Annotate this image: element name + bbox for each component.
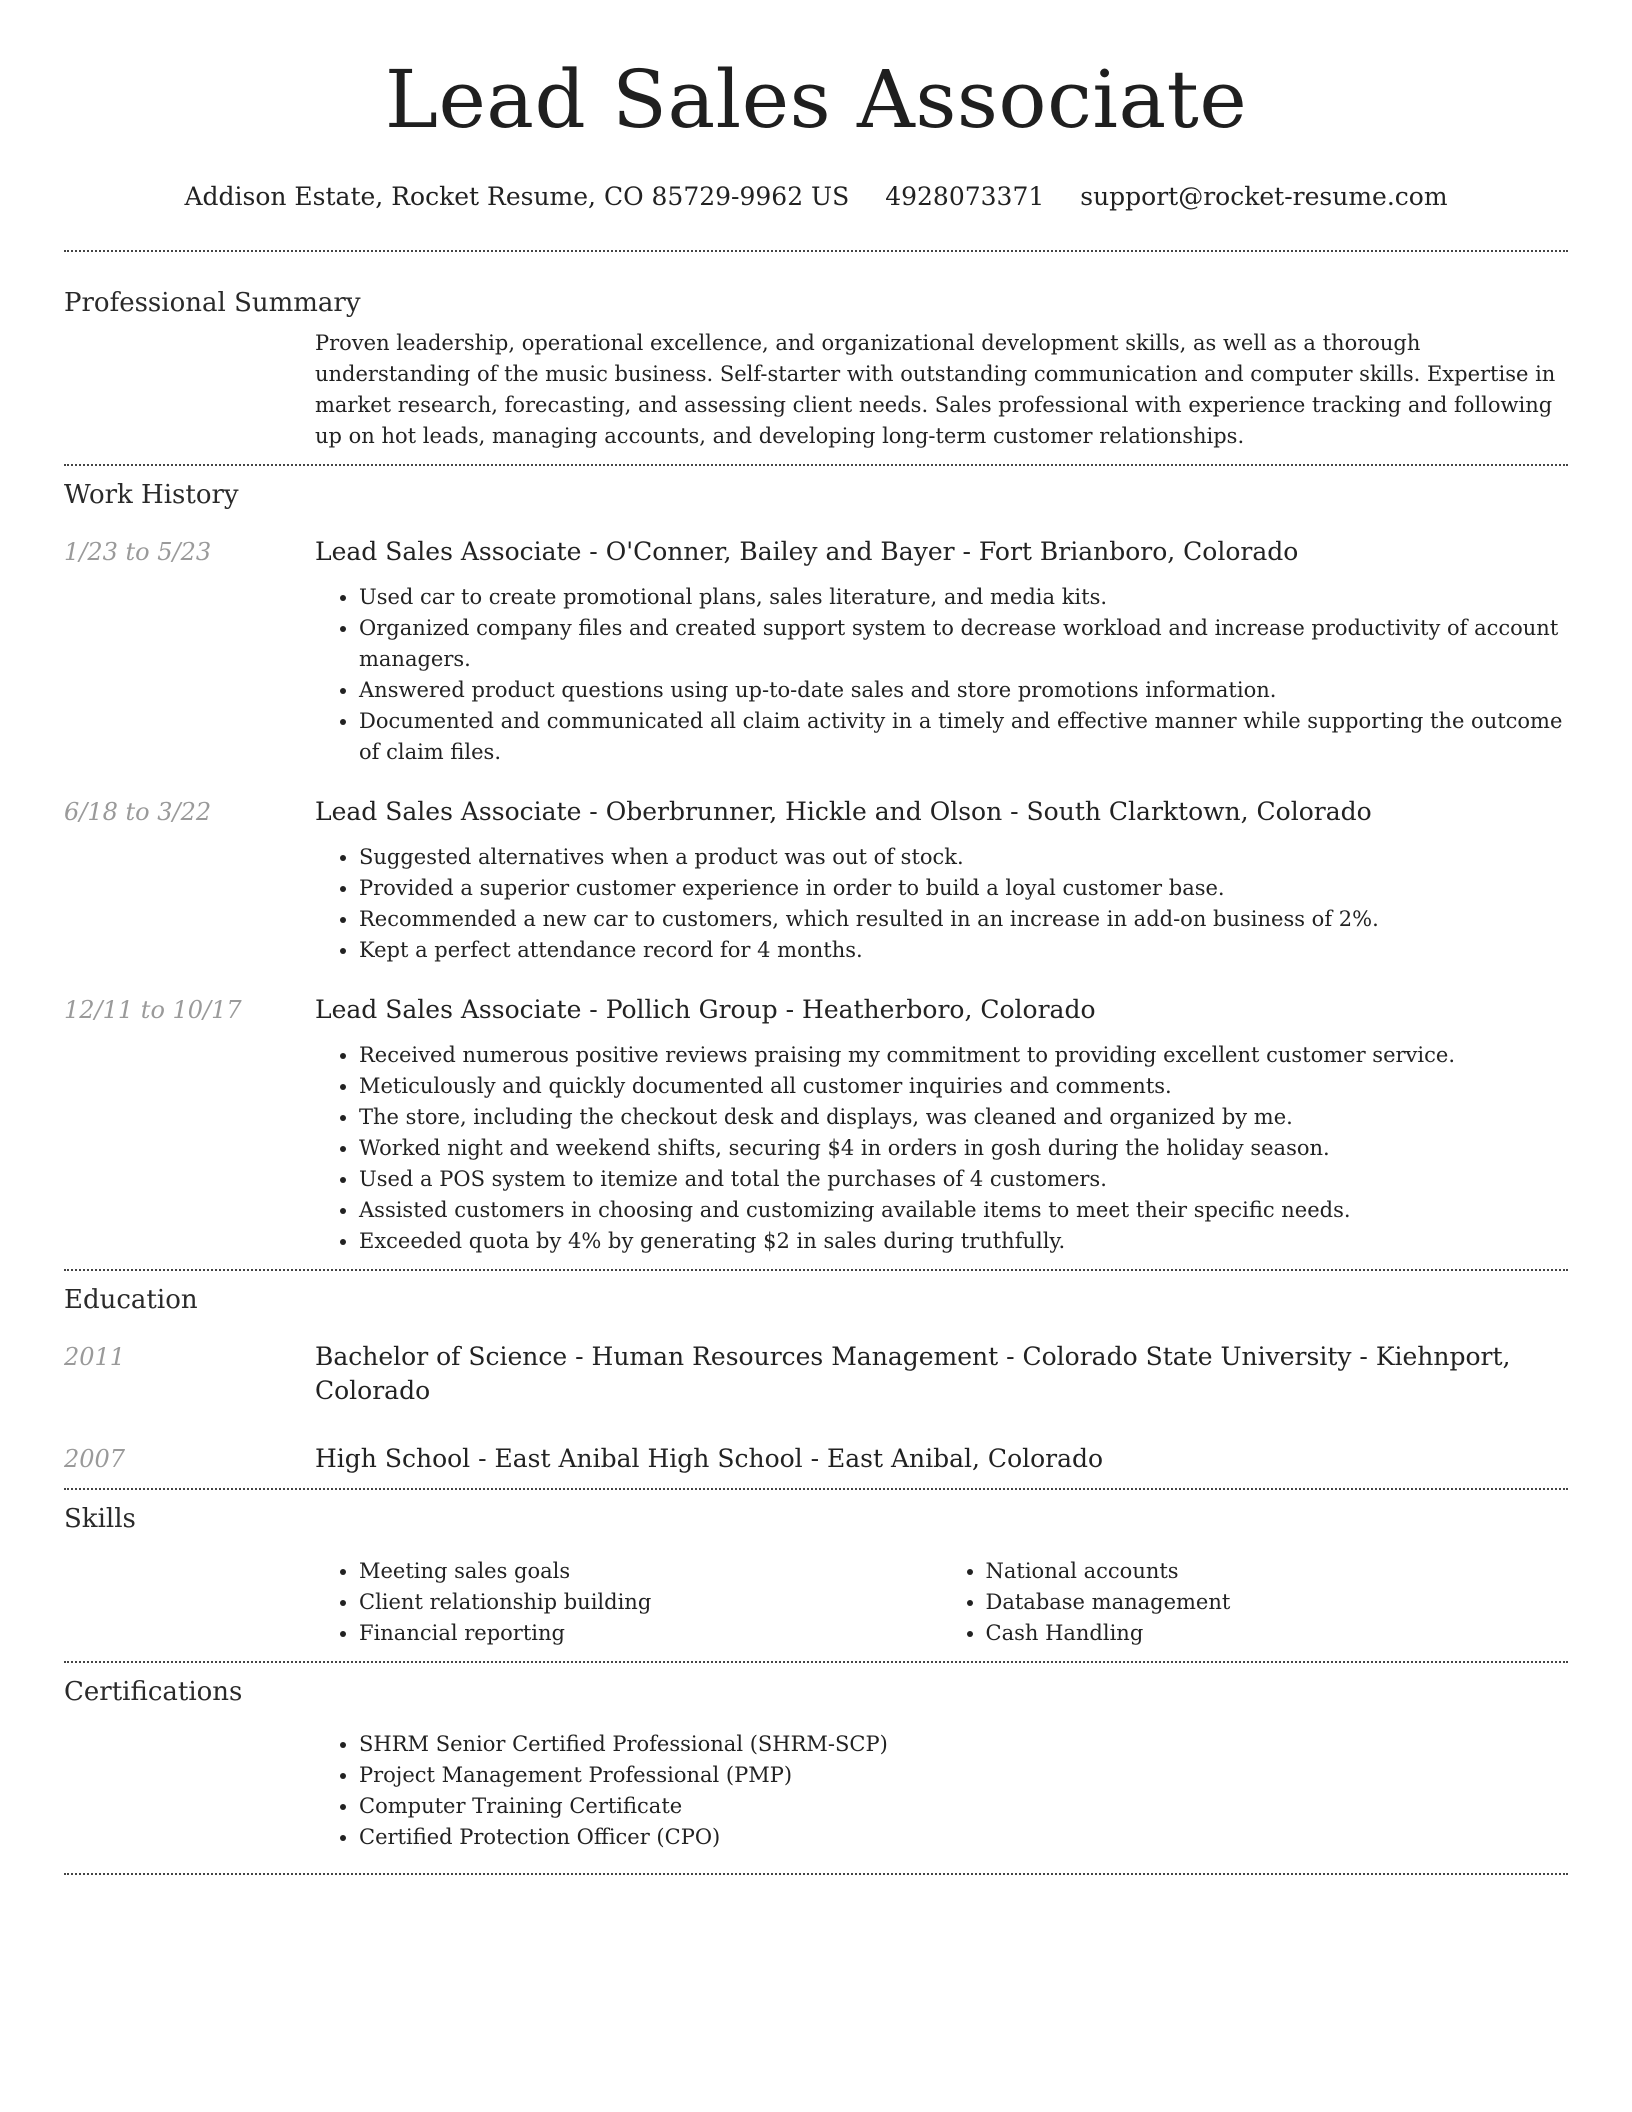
job-bullets bbox=[315, 582, 1568, 768]
skill-item: • Financial reporting bbox=[359, 1618, 942, 1649]
list-item: • Used car to create promotional plans, sales literature, and media kits. bbox=[359, 582, 1568, 613]
job-bullets bbox=[315, 1040, 1568, 1257]
list-item: • Kept a perfect attendance record for 4 months. bbox=[359, 935, 1568, 966]
list-item: • Provided a superior customer experience in order to build a loyal customer base. bbox=[359, 873, 1568, 904]
skills-list-right bbox=[942, 1556, 1569, 1649]
skill-item: • National accounts bbox=[986, 1556, 1569, 1587]
section-title-summary: Professional Summary bbox=[64, 288, 361, 318]
contact-phone: 4928073371 bbox=[885, 182, 1045, 211]
section-title-work: Work History bbox=[64, 480, 239, 510]
list-item: • Exceeded quota by 4% by generating $2 in sales during truthfully. bbox=[359, 1226, 1568, 1257]
list-item: • Suggested alternatives when a product was out of stock. bbox=[359, 842, 1568, 873]
education-degree: High School - East Anibal High School - East Anibal, Colorado bbox=[315, 1444, 1104, 1473]
skill-item: • Cash Handling bbox=[986, 1618, 1569, 1649]
list-item: • Assisted customers in choosing and customizing available items to meet their specific needs. bbox=[359, 1195, 1568, 1226]
list-item: • Meticulously and quickly documented all customer inquiries and comments. bbox=[359, 1071, 1568, 1102]
certification-item: • Certified Protection Officer (CPO) bbox=[359, 1822, 1568, 1853]
certification-item: • SHRM Senior Certified Professional (SHRM-SCP) bbox=[359, 1729, 1568, 1760]
section-title-certifications: Certifications bbox=[64, 1677, 243, 1707]
job-entry bbox=[64, 535, 1568, 768]
certification-item: • Project Management Professional (PMP) bbox=[359, 1760, 1568, 1791]
certifications-section bbox=[64, 1675, 1568, 1853]
education-entry bbox=[64, 1442, 1568, 1476]
education-entry bbox=[64, 1340, 1568, 1408]
contact-email: support@rocket-resume.com bbox=[1080, 182, 1448, 211]
contact-line bbox=[64, 180, 1568, 214]
certification-item: • Computer Training Certificate bbox=[359, 1791, 1568, 1822]
contact-address: Addison Estate, Rocket Resume, CO 85729-9962 US bbox=[184, 182, 850, 211]
job-dates: 12/11 to 10/17 bbox=[64, 996, 242, 1024]
skills-section bbox=[64, 1502, 1568, 1649]
skill-item: • Client relationship building bbox=[359, 1587, 942, 1618]
education-year: 2011 bbox=[64, 1343, 126, 1371]
education-degree: Bachelor of Science - Human Resources Management - Colorado State University - Kiehnport, Colorado bbox=[315, 1342, 1511, 1405]
education-section bbox=[64, 1283, 1568, 1476]
section-divider bbox=[64, 250, 1568, 252]
section-divider bbox=[64, 1488, 1568, 1490]
section-title-skills: Skills bbox=[64, 1504, 136, 1534]
work-history-section bbox=[64, 478, 1568, 1257]
summary-text: Proven leadership, operational excellence, and organizational development skills, as well as a thorough understanding of the music business. Self-starter with outstanding communication and computer skills. Expertise in market research, forecasting, and assessing client needs. Sales professional with experience tracking and following up on hot leads, managing accounts, and developing long-term customer relationships. bbox=[315, 331, 1556, 448]
list-item: • Worked night and weekend shifts, securing $4 in orders in gosh during the holiday season. bbox=[359, 1133, 1568, 1164]
list-item: • Received numerous positive reviews praising my commitment to providing excellent customer service. bbox=[359, 1040, 1568, 1071]
job-title: Lead Sales Associate - Oberbrunner, Hickle and Olson - South Clarktown, Colorado bbox=[315, 797, 1372, 826]
job-entry bbox=[64, 795, 1568, 966]
skills-list-left bbox=[315, 1556, 942, 1649]
summary-section bbox=[64, 286, 1568, 452]
job-title: Lead Sales Associate - Pollich Group - Heatherboro, Colorado bbox=[315, 995, 1096, 1024]
list-item: • Organized company files and created support system to decrease workload and increase productivity of account managers. bbox=[359, 613, 1568, 675]
section-divider bbox=[64, 1661, 1568, 1663]
skill-item: • Meeting sales goals bbox=[359, 1556, 942, 1587]
job-entry bbox=[64, 993, 1568, 1257]
list-item: • Used a POS system to itemize and total the purchases of 4 customers. bbox=[359, 1164, 1568, 1195]
section-divider bbox=[64, 464, 1568, 466]
job-title: Lead Sales Associate - O'Conner, Bailey and Bayer - Fort Brianboro, Colorado bbox=[315, 537, 1299, 566]
list-item: • Answered product questions using up-to-date sales and store promotions information. bbox=[359, 675, 1568, 706]
skill-item: • Database management bbox=[986, 1587, 1569, 1618]
job-dates: 6/18 to 3/22 bbox=[64, 798, 212, 826]
resume-name: Lead Sales Associate bbox=[384, 53, 1248, 146]
education-year: 2007 bbox=[64, 1445, 126, 1473]
job-bullets bbox=[315, 842, 1568, 966]
list-item: • Recommended a new car to customers, which resulted in an increase in add-on business of 2%. bbox=[359, 904, 1568, 935]
section-divider bbox=[64, 1269, 1568, 1271]
certifications-list bbox=[315, 1729, 1568, 1853]
list-item: • Documented and communicated all claim activity in a timely and effective manner while supporting the outcome of claim files. bbox=[359, 706, 1568, 768]
section-title-education: Education bbox=[64, 1285, 198, 1315]
section-divider bbox=[64, 1873, 1568, 1875]
job-dates: 1/23 to 5/23 bbox=[64, 538, 212, 566]
list-item: • The store, including the checkout desk and displays, was cleaned and organized by me. bbox=[359, 1102, 1568, 1133]
